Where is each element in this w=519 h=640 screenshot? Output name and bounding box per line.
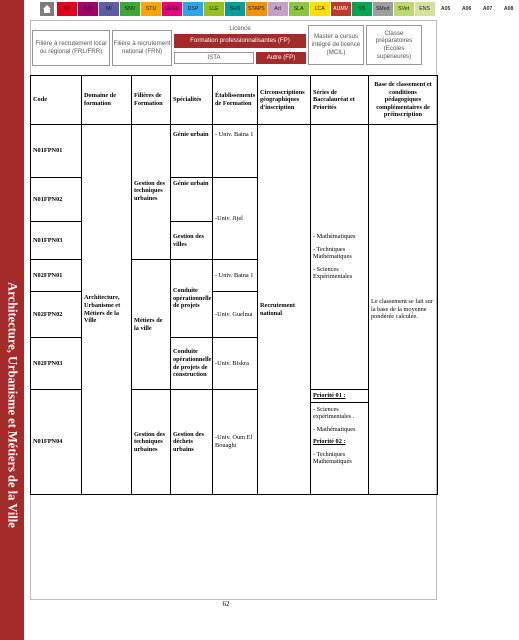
category-frn: Filière à recrutement national (FRN) xyxy=(112,30,172,66)
domain-tab-bar xyxy=(40,2,519,16)
tab-sm[interactable]: SM xyxy=(78,2,98,16)
filiere-cell: Gestion des techniques urbaines xyxy=(132,125,171,260)
domaine-cell: Architecture, Urbanisme et Métiers de la Ville xyxy=(82,125,132,495)
tab-a07[interactable]: A07 xyxy=(478,2,498,16)
header-code: Code xyxy=(31,76,82,125)
tab-ens[interactable]: ENS xyxy=(415,2,435,16)
tab-dsp[interactable]: DSP xyxy=(183,2,203,16)
base-cell: Le classement se fait sur la base de la moyenne pondérée calculée. xyxy=(369,125,438,495)
tab-sla[interactable]: SLA xyxy=(289,2,309,16)
page-number: 62 xyxy=(222,600,230,608)
tab-ss[interactable]: SS xyxy=(352,2,372,16)
header-specialites: Spécialités xyxy=(171,76,213,125)
tab-a05[interactable]: A05 xyxy=(436,2,456,16)
home-icon[interactable] xyxy=(40,2,54,16)
series-line: - Techniques Mathématiques xyxy=(313,450,352,466)
tab-staps[interactable]: STAPS xyxy=(246,2,267,16)
priority-label: Priorité 02 : xyxy=(313,438,346,446)
table-header-row xyxy=(31,76,438,125)
header-domaine: Domaine de formation xyxy=(82,76,132,125)
side-title: Architecture, Urbanisme et Métiers de la Ville xyxy=(5,282,20,528)
tab-smed[interactable]: SMed xyxy=(373,2,393,16)
specialite-cell: Conduite opérationnelle de projets de construction xyxy=(171,338,213,390)
category-classe: Classe préparatoires (Ecoles supérieures) xyxy=(366,25,422,65)
header-base: Base de classement et conditions pédagogiques complémentaires de préinscription xyxy=(369,76,438,125)
specialite-cell: Conduite opérationnelle de projets xyxy=(171,260,213,338)
header-series: Séries de Baccalauréat et Priorités xyxy=(311,76,369,125)
circonscription-cell: Recrutement national xyxy=(258,125,311,495)
etablissement-cell: - Univ. Batna 1 xyxy=(213,125,258,178)
etablissement-cell: -Univ. Guelma xyxy=(213,292,258,338)
series-line: - Mathématiques xyxy=(313,425,356,433)
tab-svet[interactable]: SVet xyxy=(394,2,414,16)
code-cell: N02FPN02 xyxy=(31,292,82,338)
tab-lle[interactable]: LLE xyxy=(204,2,224,16)
code-cell: N01FPN03 xyxy=(31,222,82,260)
series-cell xyxy=(311,125,369,390)
specialite-cell: Gestion des villes xyxy=(171,222,213,260)
code-cell: N01FPN04 xyxy=(31,390,82,495)
series-line: - Sciences Expérimentales xyxy=(313,265,353,281)
tab-aumv[interactable]: AUMV xyxy=(331,2,351,16)
series-line: - Mathématiques xyxy=(313,233,356,241)
etablissement-cell: -Univ. Biskra xyxy=(213,338,258,390)
tab-mi[interactable]: MI xyxy=(99,2,119,16)
category-licence: Licence xyxy=(229,25,251,32)
code-cell: N02FPN03 xyxy=(31,338,82,390)
tab-stu[interactable]: STU xyxy=(141,2,161,16)
specialite-cell: Génie urbain xyxy=(171,178,213,222)
specialite-cell: Génie urbain xyxy=(171,125,213,178)
category-frl: Filière à recrutement local ou régional (FRL/FRR) xyxy=(32,30,110,66)
code-cell: N02FPN01 xyxy=(31,260,82,292)
tab-segc[interactable]: SEGC xyxy=(162,2,182,16)
tab-snv[interactable]: SNV xyxy=(120,2,140,16)
tab-lca[interactable]: LCA xyxy=(310,2,330,16)
series-cell xyxy=(311,390,369,495)
series-line: - Sciences expérimentales . xyxy=(313,405,355,421)
priority-label: Priorité 01 : xyxy=(311,390,368,403)
specialite-cell: Gestion des déchets urbains xyxy=(171,390,213,495)
header-circonscriptions: Circonscriptions géographiques d'inscription xyxy=(258,76,311,125)
category-fp: Formation professionnalisantes (FP) xyxy=(174,34,306,48)
category-mcil: Master à cursus intégré de licence (MCIL) xyxy=(308,25,364,65)
series-line: - Techniques Mathématiques xyxy=(313,245,352,261)
etablissement-cell: - Univ. Batna 1 xyxy=(213,260,258,292)
filiere-cell: Gestion des techniques urbaines xyxy=(132,390,171,495)
table-row xyxy=(31,125,438,178)
etablissement-cell: -Univ. Oum El Bouaghi xyxy=(213,390,258,495)
filiere-cell: Métiers de la ville xyxy=(132,260,171,390)
tab-a06[interactable]: A06 xyxy=(457,2,477,16)
code-cell: N01FPN01 xyxy=(31,125,82,178)
header-filieres: Filières de Formation xyxy=(132,76,171,125)
tab-a08[interactable]: A08 xyxy=(499,2,519,16)
tab-shs[interactable]: SHS xyxy=(225,2,245,16)
tab-art[interactable]: Art xyxy=(268,2,288,16)
code-cell: N01FPN02 xyxy=(31,178,82,222)
category-ista: ISTA xyxy=(174,52,254,64)
category-autre: Autre (FP) xyxy=(256,52,306,64)
tab-st[interactable]: ST xyxy=(57,2,77,16)
header-etablissements: Établissements de Formation xyxy=(213,76,258,125)
specialties-table xyxy=(30,75,438,495)
etablissement-cell: -Univ. Jijel xyxy=(213,178,258,260)
